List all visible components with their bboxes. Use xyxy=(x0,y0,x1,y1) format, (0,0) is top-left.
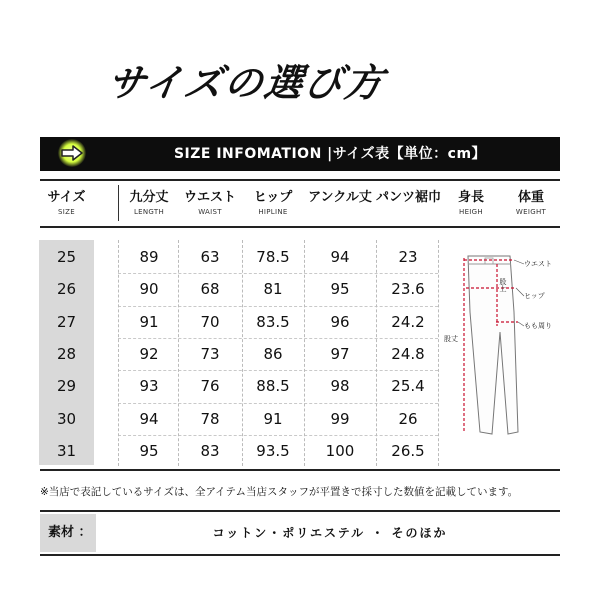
measurement-cell: 98 xyxy=(330,377,350,396)
measurement-cell: 95 xyxy=(330,280,350,299)
label-waist: ウエスト xyxy=(524,260,552,268)
measurement-cell: 68 xyxy=(200,280,220,299)
label-hip: ヒップ xyxy=(524,292,545,300)
measurement-cell: 95 xyxy=(139,441,159,460)
page-title: サイズの選び方 xyxy=(104,61,388,105)
measurement-cell: 93 xyxy=(139,377,159,396)
header-weight: 体重 WEIGHT xyxy=(515,190,547,216)
label-length: 股丈 xyxy=(444,335,458,343)
measurement-cell: 26 xyxy=(398,409,418,428)
header-hem: パンツ裾巾 xyxy=(376,190,442,205)
measurement-cell: 78 xyxy=(200,409,220,428)
banner-text: SIZE INFOMATION |サイズ表【単位：cm】 xyxy=(173,146,487,162)
column-divider xyxy=(304,240,305,466)
column-divider xyxy=(178,240,179,466)
size-cell: 26 xyxy=(56,280,77,299)
measurement-cell: 91 xyxy=(263,409,283,428)
measurement-cell: 100 xyxy=(325,441,355,460)
header-height: 身長 HEIGH xyxy=(457,190,484,216)
measurement-cell: 24.2 xyxy=(391,312,425,331)
measurement-cell: 96 xyxy=(330,312,350,331)
column-divider xyxy=(376,240,377,466)
column-divider xyxy=(242,240,243,466)
header-top-rule xyxy=(40,179,560,181)
measurement-cell: 76 xyxy=(200,377,220,396)
size-cell: 25 xyxy=(56,248,77,266)
size-cell: 27 xyxy=(56,312,77,331)
size-cell: 28 xyxy=(56,344,77,363)
measurement-cell: 92 xyxy=(139,344,159,363)
measurement-cell: 78.5 xyxy=(256,248,290,266)
measurement-cell: 83.5 xyxy=(256,312,290,331)
size-cell: 30 xyxy=(56,409,77,428)
row-divider xyxy=(118,435,438,436)
measurement-cell: 23 xyxy=(398,248,418,266)
row-divider xyxy=(118,338,438,339)
size-cell: 31 xyxy=(56,441,77,460)
material-value: コットン・ポリエステル ・ そのほか xyxy=(212,526,448,540)
material-top-rule xyxy=(40,510,560,512)
row-divider xyxy=(118,306,438,307)
material-box xyxy=(100,514,560,552)
column-divider xyxy=(438,240,439,466)
measurement-cell: 91 xyxy=(139,312,159,331)
measurement-cell: 25.4 xyxy=(391,377,425,396)
header-size: サイズ SIZE xyxy=(47,190,86,216)
row-divider xyxy=(118,273,438,274)
pants-illustration xyxy=(440,242,560,468)
measurement-cell: 97 xyxy=(330,344,350,363)
header-length: 九分丈 LENGTH xyxy=(129,190,169,216)
measurement-cell: 93.5 xyxy=(256,441,290,460)
size-info-banner xyxy=(40,137,560,171)
material-bottom-rule xyxy=(40,554,560,556)
pants-measurement-diagram xyxy=(440,242,560,468)
measurement-cell: 90 xyxy=(139,280,159,299)
measurement-cell: 86 xyxy=(263,344,283,363)
measurement-cell: 63 xyxy=(200,248,220,266)
measurement-note: ※当店で表記しているサイズは、全アイテム当店スタッフが平置きで採寸した数値を記載しています。 xyxy=(40,486,519,498)
table-bottom-rule xyxy=(40,469,560,471)
measurement-cell: 26.5 xyxy=(391,441,425,460)
size-cell: 29 xyxy=(56,377,77,396)
measurement-cell: 73 xyxy=(200,344,220,363)
header-waist: ウエスト WAIST xyxy=(183,190,236,216)
header-divider xyxy=(118,185,119,221)
measurement-cell: 94 xyxy=(139,409,159,428)
column-divider xyxy=(118,240,119,466)
label-rise: 股上 xyxy=(499,278,507,292)
measurement-cell: 81 xyxy=(263,280,283,299)
header-bottom-rule xyxy=(40,226,560,228)
measurement-cell: 89 xyxy=(139,248,159,266)
measurement-cell: 88.5 xyxy=(256,377,290,396)
measurement-cell: 94 xyxy=(330,248,350,266)
material-label: 素材 ： xyxy=(40,514,96,552)
measurement-cell: 70 xyxy=(200,312,220,331)
measurement-cell: 23.6 xyxy=(391,280,425,299)
measurement-cell: 99 xyxy=(330,409,350,428)
row-divider xyxy=(118,403,438,404)
measurement-cell: 24.8 xyxy=(391,344,425,363)
row-divider xyxy=(118,370,438,371)
measurement-cell: 83 xyxy=(200,441,220,460)
header-ankle: アンクル丈 xyxy=(308,190,372,205)
label-thigh: もも周り xyxy=(524,322,552,330)
header-hip: ヒップ HIPLINE xyxy=(253,190,293,216)
